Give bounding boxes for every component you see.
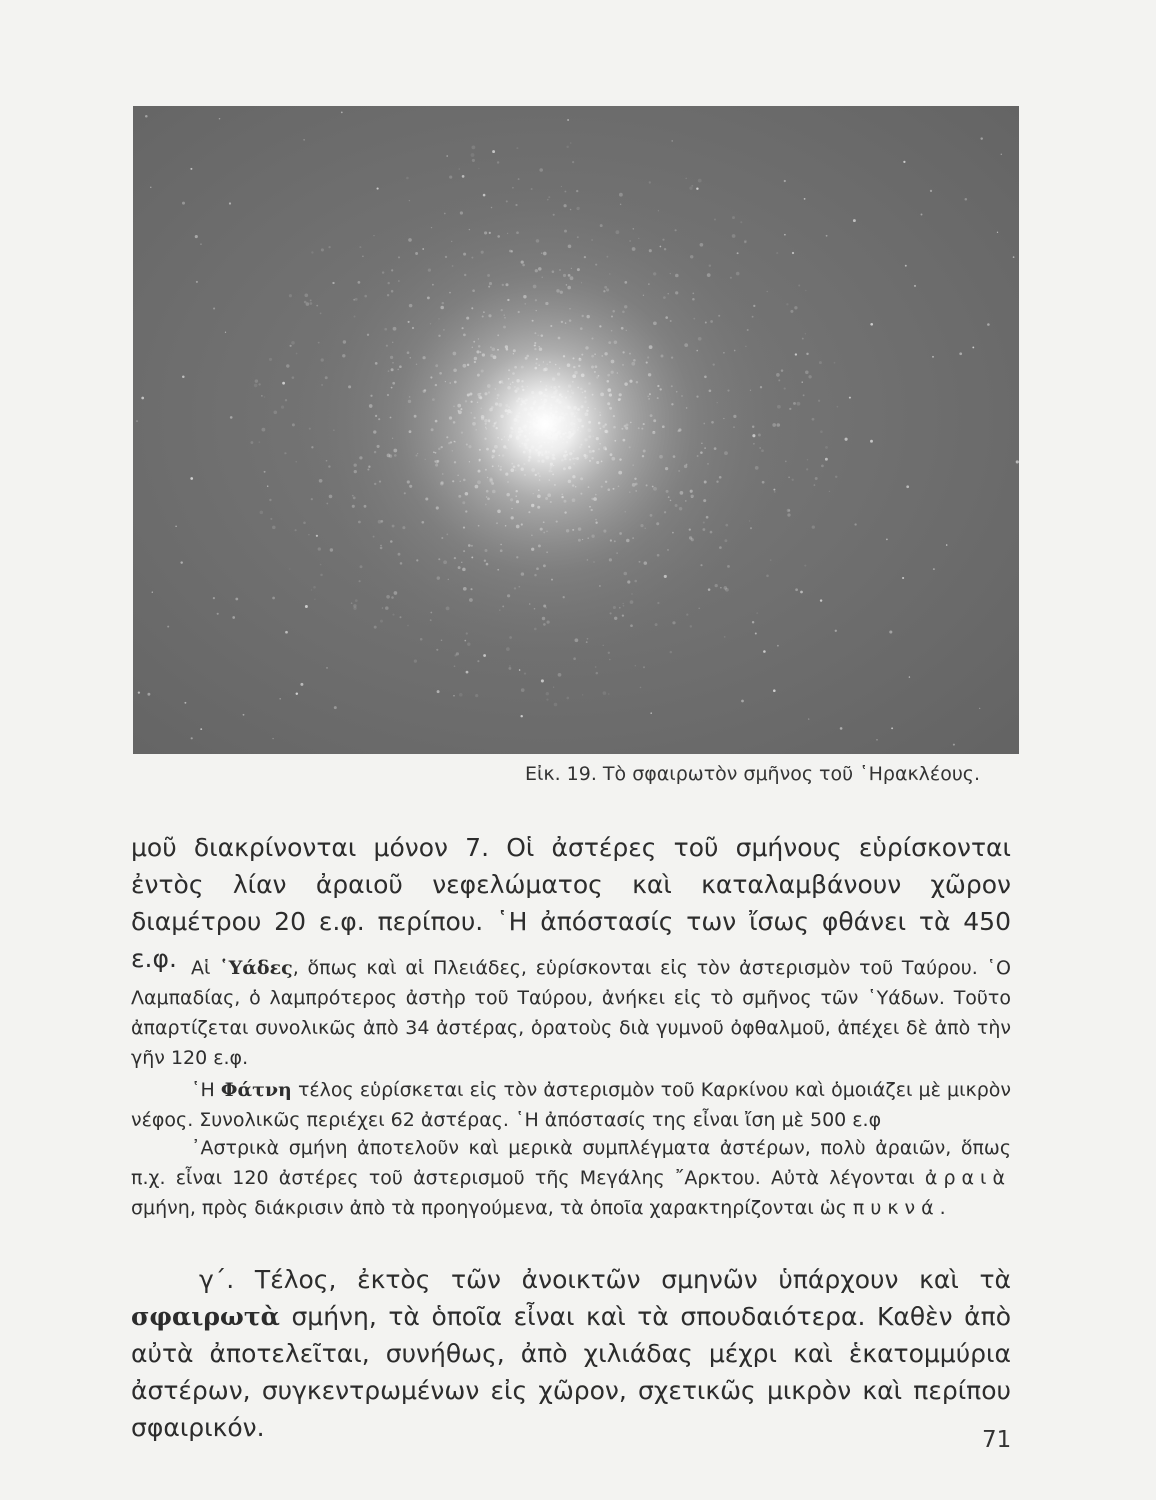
praesepe-lead: ῾Η	[191, 1079, 221, 1101]
page-number: 71	[982, 1427, 1012, 1453]
hyades-lead: Αἱ	[191, 957, 220, 979]
paragraph-sparse-clusters	[131, 1133, 1011, 1223]
sparse-end: .	[939, 1197, 946, 1219]
sparse-term: ἀραιὰ	[924, 1167, 1011, 1189]
figure-caption: Εἰκ. 19. Τὸ σφαιρωτὸν σμῆνος τοῦ ῾Ηρακλέους.	[524, 763, 980, 785]
paragraph-globular	[131, 1261, 1011, 1446]
star-cluster-image	[133, 106, 1019, 754]
paragraph-hyades	[131, 953, 1011, 1073]
paragraph-continuation: μοῦ διακρίνονται μόνον 7. Οἱ ἀστέρες τοῦ σμήνους εὑρίσκονται ἐντὸς λίαν ἀραιοῦ νεφελώματος καὶ καταλαμβάνουν χῶρον διαμέτρου 20 ε.φ. περίπου. ῾Η ἀπόστασίς των ἴσως φθάνει τὰ 450 ε.φ.	[131, 833, 1011, 973]
hyades-term: ῾Υάδες	[219, 957, 293, 979]
hyades-text: , ὅπως καὶ αἱ Πλειάδες, εὑρίσκονται εἰς τὸν ἀστερισμὸν τοῦ Ταύρου. ῾Ο Λαμπαδίας, ὁ λαμπρότερος ἀστὴρ τοῦ Ταύρου, ἀνήκει εἰς τὸ σμῆνος τῶν ῾Υάδων. Τοῦτο ἀπαρτίζεται συνολικῶς ἀπὸ 34 ἀστέρας, ὁρατοὺς διὰ γυμνοῦ ὀφθαλμοῦ, ἀπέχει δὲ ἀπὸ τὴν γῆν 120 ε.φ.	[131, 957, 1012, 1069]
globular-lead: γ΄. Τέλος, ἐκτὸς τῶν ἀνοικτῶν σμηνῶν ὑπάρχουν καὶ τὰ	[199, 1265, 1011, 1294]
praesepe-term: Φάτνη	[220, 1079, 292, 1101]
dense-term: πυκνά	[852, 1197, 940, 1219]
globular-cluster-photo	[133, 106, 1019, 754]
praesepe-text: τέλος εὑρίσκεται εἰς τὸν ἀστερισμὸν τοῦ Καρκίνου καὶ ὁμοιάζει μὲ μικρὸν νέφος. Συνολικῶς περιέχει 62 ἀστέρας. ῾Η ἀπόστασίς της εἶναι ἴση μὲ 500 ε.φ	[131, 1079, 1011, 1131]
paragraph-praesepe	[131, 1075, 1011, 1135]
sparse-text: ᾿Αστρικὰ σμήνη ἀποτελοῦν καὶ μερικὰ συμπλέγματα ἀστέρων, πολὺ ἀραιῶν, ὅπως π.χ. εἶναι 120 ἀστέρες τοῦ ἀστερισμοῦ τῆς Μεγάλης ῎Αρκτου. Αὐτὰ λέγονται	[131, 1137, 1011, 1189]
globular-text: σμήνη, τὰ ὁποῖα εἶναι καὶ τὰ σπουδαιότερα. Καθὲν ἀπὸ αὐτὰ ἀποτελεῖται, συνήθως, ἀπὸ χιλιάδας μέχρι καὶ ἑκατομμύρια ἀστέρων, συγκεντρωμένων εἰς χῶρον, σχετικῶς μικρὸν καὶ περίπου σφαιρικόν.	[131, 1302, 1011, 1442]
sparse-mid: σμήνη, πρὸς διάκρισιν ἀπὸ τὰ προηγούμενα, τὰ ὁποῖα χαρακτηρίζονται ὡς	[131, 1197, 853, 1219]
globular-term: σφαιρωτὰ	[131, 1302, 280, 1331]
